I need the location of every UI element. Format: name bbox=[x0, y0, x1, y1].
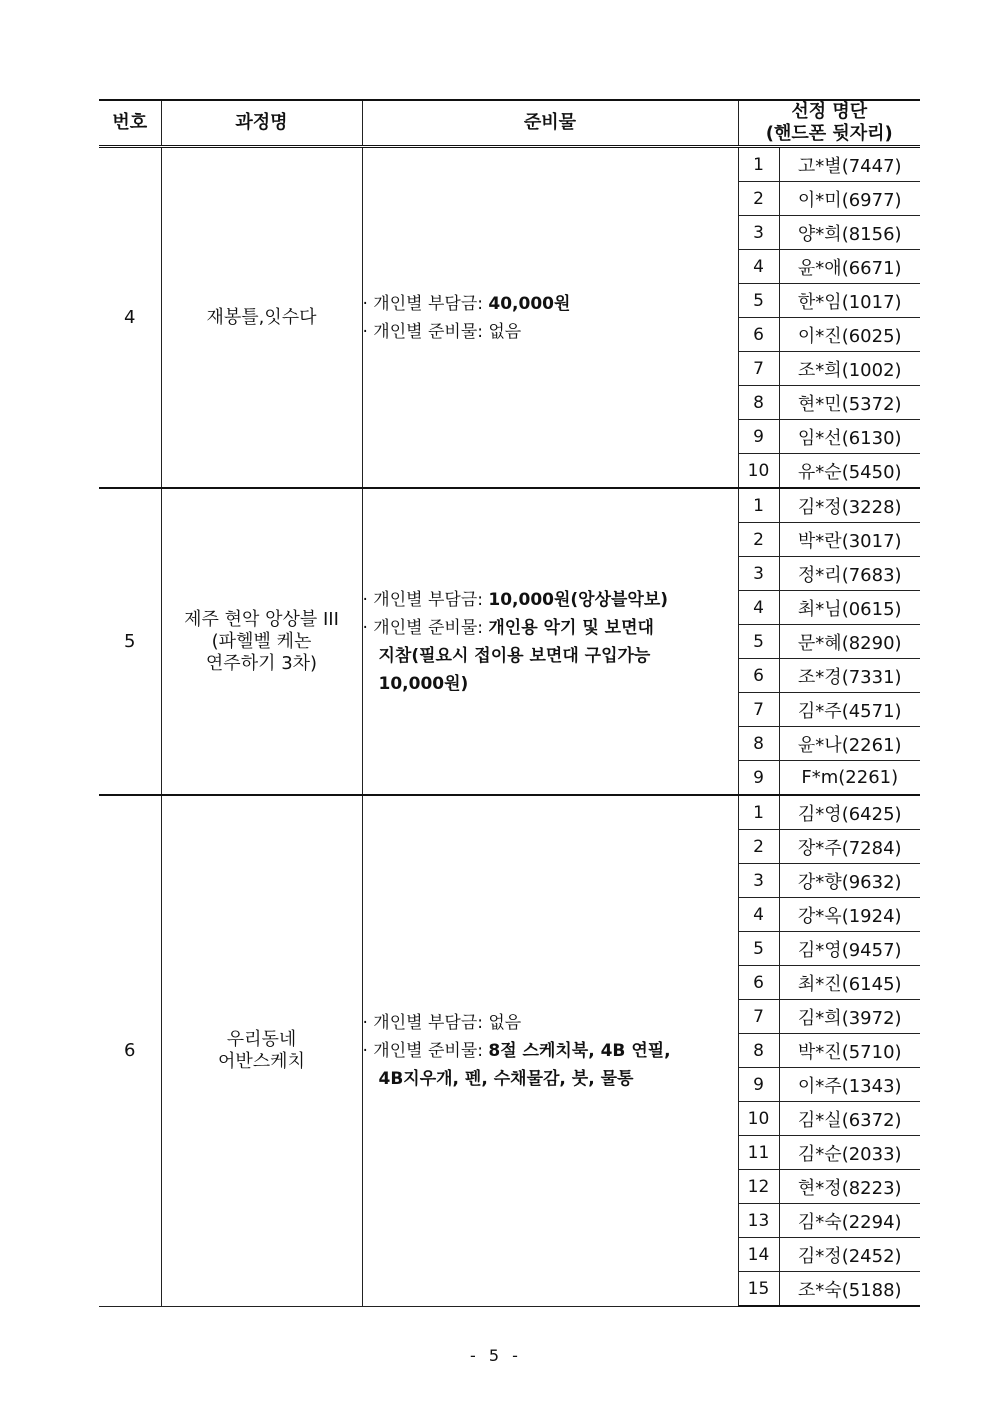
header-selected bbox=[738, 100, 920, 147]
preparation-label: · 개인별 준비물: bbox=[362, 1040, 489, 1061]
selectee-index: 4 bbox=[738, 250, 779, 284]
selectee-name: 조*희(1002) bbox=[779, 352, 920, 386]
selectee-name: 이*주(1343) bbox=[779, 1068, 920, 1102]
course-number: 6 bbox=[99, 795, 161, 1306]
selectee-name: 김*정(3228) bbox=[779, 488, 920, 523]
selectee-index: 7 bbox=[738, 693, 779, 727]
preparation-cell bbox=[362, 488, 738, 795]
selectee-index: 13 bbox=[738, 1204, 779, 1238]
preparation-cell bbox=[362, 795, 738, 1306]
selectee-index: 8 bbox=[738, 727, 779, 761]
course-name bbox=[161, 488, 362, 795]
selectee-name: 한*임(1017) bbox=[779, 284, 920, 318]
course-name-line: 연주하기 3차) bbox=[205, 652, 318, 674]
selectee-name: 박*진(5710) bbox=[779, 1034, 920, 1068]
selectee-index: 15 bbox=[738, 1272, 779, 1307]
selectee-index: 8 bbox=[738, 1034, 779, 1068]
selectee-index: 5 bbox=[738, 284, 779, 318]
course-name bbox=[161, 795, 362, 1306]
selection-roster-table bbox=[99, 99, 920, 1307]
course-name-line: (파헬벨 케논 bbox=[211, 630, 312, 652]
selectee-index: 10 bbox=[738, 1102, 779, 1136]
selectee-index: 10 bbox=[738, 454, 779, 489]
header-selected-line2: (핸드폰 뒷자리) bbox=[765, 123, 893, 144]
preparation-line bbox=[363, 1037, 738, 1065]
selectee-name: 조*숙(5188) bbox=[779, 1272, 920, 1307]
selectee-index: 9 bbox=[738, 761, 779, 796]
selectee-name: 강*향(9632) bbox=[779, 864, 920, 898]
selectee-index: 6 bbox=[738, 318, 779, 352]
selectee-index: 1 bbox=[738, 488, 779, 523]
preparation-value: 10,000원(앙상블악보) bbox=[488, 589, 669, 610]
selectee-index: 5 bbox=[738, 932, 779, 966]
page-number: - 5 - bbox=[470, 1346, 522, 1365]
selectee-name: 최*진(6145) bbox=[779, 966, 920, 1000]
selectee-name: 장*주(7284) bbox=[779, 830, 920, 864]
selectee-name: 박*란(3017) bbox=[779, 523, 920, 557]
preparation-value: 10,000원) bbox=[378, 673, 469, 694]
preparation-cell bbox=[362, 147, 738, 489]
selectee-name: 윤*나(2261) bbox=[779, 727, 920, 761]
header-course: 과정명 bbox=[161, 100, 362, 147]
preparation-value: 개인용 악기 및 보면대 bbox=[488, 617, 654, 638]
selectee-index: 9 bbox=[738, 420, 779, 454]
preparation-label: · 개인별 부담금: bbox=[362, 293, 489, 314]
selectee-index: 6 bbox=[738, 966, 779, 1000]
selectee-name: 조*경(7331) bbox=[779, 659, 920, 693]
preparation-label: · 개인별 준비물: bbox=[362, 617, 489, 638]
preparation-label: · 개인별 부담금: bbox=[362, 589, 489, 610]
preparation-line bbox=[363, 586, 738, 614]
selectee-name: 윤*애(6671) bbox=[779, 250, 920, 284]
selectee-index: 1 bbox=[738, 147, 779, 182]
selectee-name: 이*진(6025) bbox=[779, 318, 920, 352]
preparation-line bbox=[363, 290, 738, 318]
selectee-name: 문*혜(8290) bbox=[779, 625, 920, 659]
preparation-value: 40,000원 bbox=[488, 293, 571, 314]
preparation-value: 지참(필요시 접이용 보면대 구입가능 bbox=[378, 645, 651, 666]
preparation-line bbox=[363, 670, 738, 698]
selectee-name: 임*선(6130) bbox=[779, 420, 920, 454]
preparation-value: 8절 스케치북, 4B 연필, bbox=[488, 1040, 671, 1061]
selectee-name: 김*정(2452) bbox=[779, 1238, 920, 1272]
preparation-line bbox=[363, 1065, 738, 1093]
selectee-name: 김*순(2033) bbox=[779, 1136, 920, 1170]
table-row bbox=[99, 488, 920, 523]
selectee-name: 강*옥(1924) bbox=[779, 898, 920, 932]
selectee-name: 이*미(6977) bbox=[779, 182, 920, 216]
selectee-name: 김*실(6372) bbox=[779, 1102, 920, 1136]
preparation-line bbox=[363, 642, 738, 670]
selectee-index: 7 bbox=[738, 352, 779, 386]
header-prep: 준비물 bbox=[362, 100, 738, 147]
course-name-line: 어반스케치 bbox=[218, 1050, 305, 1072]
preparation-label: · 개인별 준비물: 없음 bbox=[362, 321, 522, 342]
selectee-index: 3 bbox=[738, 557, 779, 591]
course-name-line: 우리동네 bbox=[226, 1028, 297, 1050]
selectee-index: 3 bbox=[738, 864, 779, 898]
selectee-index: 2 bbox=[738, 830, 779, 864]
selectee-index: 4 bbox=[738, 898, 779, 932]
selectee-index: 7 bbox=[738, 1000, 779, 1034]
course-name-line: 재봉틀,잇수다 bbox=[206, 306, 317, 328]
selectee-name: 정*리(7683) bbox=[779, 557, 920, 591]
table-row bbox=[99, 795, 920, 830]
preparation-label: · 개인별 부담금: 없음 bbox=[362, 1012, 522, 1033]
selectee-index: 14 bbox=[738, 1238, 779, 1272]
course-number: 5 bbox=[99, 488, 161, 795]
preparation-line bbox=[363, 318, 738, 346]
selectee-index: 6 bbox=[738, 659, 779, 693]
course-name bbox=[161, 147, 362, 489]
selectee-index: 2 bbox=[738, 182, 779, 216]
selectee-index: 1 bbox=[738, 795, 779, 830]
selectee-name: 김*희(3972) bbox=[779, 1000, 920, 1034]
preparation-line bbox=[363, 1009, 738, 1037]
selectee-index: 5 bbox=[738, 625, 779, 659]
header-selected-line1: 선정 명단 bbox=[791, 101, 868, 122]
selectee-name: 김*영(9457) bbox=[779, 932, 920, 966]
selectee-index: 8 bbox=[738, 386, 779, 420]
selectee-name: F*m(2261) bbox=[779, 761, 920, 796]
selectee-name: 양*희(8156) bbox=[779, 216, 920, 250]
table-row bbox=[99, 147, 920, 182]
selectee-name: 김*숙(2294) bbox=[779, 1204, 920, 1238]
roster-body bbox=[99, 147, 920, 1307]
selectee-index: 11 bbox=[738, 1136, 779, 1170]
selectee-name: 현*민(5372) bbox=[779, 386, 920, 420]
selectee-name: 김*주(4571) bbox=[779, 693, 920, 727]
selectee-name: 현*정(8223) bbox=[779, 1170, 920, 1204]
selectee-index: 2 bbox=[738, 523, 779, 557]
header-no: 번호 bbox=[99, 100, 161, 147]
selectee-name: 고*별(7447) bbox=[779, 147, 920, 182]
course-number: 4 bbox=[99, 147, 161, 489]
preparation-value: 4B지우개, 펜, 수채물감, 붓, 물통 bbox=[378, 1068, 634, 1089]
selectee-name: 김*영(6425) bbox=[779, 795, 920, 830]
table-header-row bbox=[99, 100, 920, 147]
preparation-line bbox=[363, 614, 738, 642]
course-name-line: 제주 현악 앙상블 III bbox=[184, 608, 339, 630]
selectee-index: 12 bbox=[738, 1170, 779, 1204]
selectee-name: 최*님(0615) bbox=[779, 591, 920, 625]
selectee-index: 3 bbox=[738, 216, 779, 250]
selectee-name: 유*순(5450) bbox=[779, 454, 920, 489]
selectee-index: 9 bbox=[738, 1068, 779, 1102]
selectee-index: 4 bbox=[738, 591, 779, 625]
